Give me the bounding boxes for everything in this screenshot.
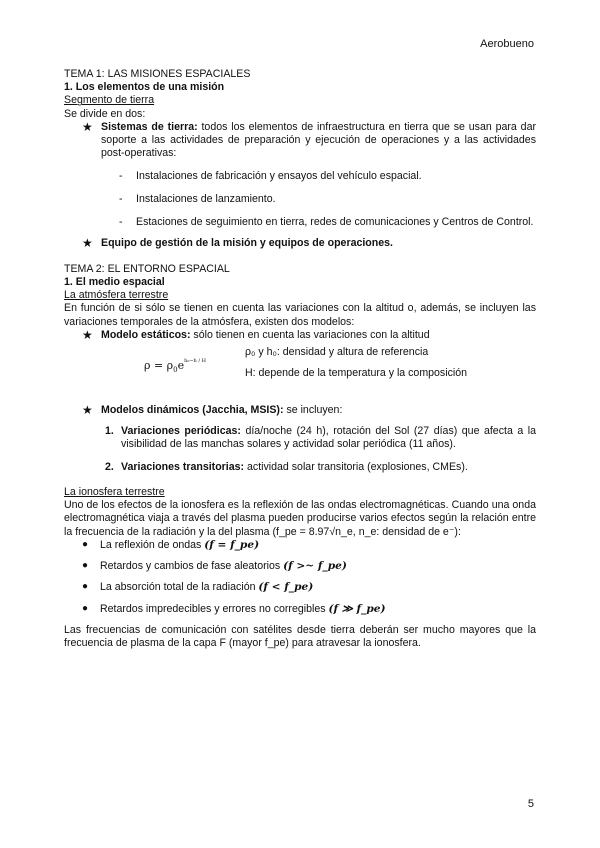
formula-desc-h: H: depende de la temperatura y la composición (245, 366, 468, 379)
bullet-text: La absorción total de la radiación (100, 581, 259, 594)
page-header: Aerobueno (480, 38, 534, 50)
bullet-dot-icon: ● (82, 560, 89, 572)
bullet-text: Retardos impredecibles y errores no corregibles (100, 602, 329, 615)
ionosfera-text: Uno de los efectos de la ionosfera es la reflexión de las ondas electromagnéticas. Cuando una onda electromagnética viaja a través del plasma pueden producirse varios efectos según la relación entre la frecuencia de la radiación y la del plasma (64, 499, 536, 538)
item-text: se incluyen: (283, 403, 343, 416)
list-item-modelo-estatico (64, 329, 536, 342)
item-term: Variaciones transitorias: (121, 460, 245, 473)
tema1-intro: Se divide en dos: (64, 107, 146, 120)
formula-rho: ρ = ρ (144, 358, 174, 372)
star-bullet-icon: ★ (82, 402, 93, 417)
item-text: todos los elementos de infraestructura en tierra que se usan para dar soporte a las actividades de preparación y ejecución de operaciones y a las actividades post-operativas: (101, 120, 536, 160)
formula-e: e (177, 358, 185, 372)
bullet-dot-icon: ● (82, 602, 89, 614)
item-text: día/noche (24 h), rotación del Sol (27 días) que afecta a la visibilidad de las manchas solares y actividad solar periódica (11 años). (121, 425, 537, 451)
page-content (64, 68, 536, 650)
item-term: Modelo estáticos: (101, 328, 191, 341)
formula-desc-reference: ρ₀ y h₀: densidad y altura de referencia (245, 345, 429, 358)
list-item (64, 560, 536, 573)
ionosfera-subsection: La ionosfera terrestre (64, 485, 165, 498)
item-text: actividad solar transitoria (explosiones, CMEs). (244, 460, 468, 473)
tema1-heading: TEMA 1: LAS MISIONES ESPACIALES (64, 68, 251, 80)
item-term: Equipo de gestión de la misión y equipos de operaciones. (101, 237, 393, 250)
plasma-frequency-formula: (f_pe = 8.97√n_e, n_e: densidad de e⁻): (272, 525, 461, 538)
list-item-equipo-gestion (64, 237, 536, 250)
tema2-heading: TEMA 2: EL ENTORNO ESPACIAL (64, 262, 230, 275)
list-item (119, 193, 536, 206)
sub-list (119, 170, 536, 230)
bullet-condition: (f = f_pe) (204, 538, 260, 551)
atmosfera-intro: En función de si sólo se tienen en cuenta las variaciones con la altitud o, además, se incluyen las variaciones temporales de la atmósfera, existen dos modelos: (64, 302, 536, 328)
bullet-condition: (f < f_pe) (258, 581, 314, 594)
numbered-list (105, 425, 536, 474)
list-item (64, 581, 536, 594)
item-text: sólo tienen en cuenta las variaciones con la altitud (190, 328, 430, 341)
list-number: 2. (105, 460, 114, 473)
bullet-condition: (f ≫ f_pe) (328, 602, 386, 615)
list-item (105, 461, 536, 474)
bullet-dot-icon: ● (82, 538, 89, 550)
list-item (64, 539, 536, 552)
list-number: 1. (105, 425, 114, 438)
ionosfera-conclusion: Las frecuencias de comunicación con satélites desde tierra deberán ser mucho mayores que la frecuencia de plasma de la capa F (mayor f_pe) para atravesar la ionosfera. (64, 623, 536, 650)
sub-item-text: Instalaciones de lanzamiento. (136, 192, 276, 205)
page-number: 5 (527, 798, 534, 811)
star-bullet-icon: ★ (82, 119, 93, 134)
dash-bullet: - (119, 169, 123, 182)
list-item-sistemas-tierra (64, 121, 536, 229)
bullet-text: Retardos y cambios de fase aleatorios (100, 560, 284, 573)
tema2-section: 1. El medio espacial (64, 275, 165, 288)
list-item (119, 170, 536, 183)
sub-item-text: Instalaciones de fabricación y ensayos del vehículo espacial. (136, 169, 422, 182)
list-item (105, 425, 536, 451)
formula-exponent: h₀−h / H (184, 357, 206, 364)
item-term: Modelos dinámicos (Jacchia, MSIS): (101, 403, 284, 416)
list-item (64, 603, 536, 616)
density-formula-block (64, 344, 536, 396)
item-term: Variaciones periódicas: (121, 425, 241, 438)
dash-bullet: - (119, 216, 123, 229)
bullet-condition: (f >~ f_pe) (283, 560, 347, 573)
ionosfera-paragraph (64, 499, 536, 539)
list-item-modelo-dinamico (64, 404, 536, 417)
tema1-subsection: Segmento de tierra (64, 94, 155, 107)
bullet-dot-icon: ● (82, 581, 89, 593)
dash-bullet: - (119, 192, 123, 205)
star-bullet-icon: ★ (82, 236, 93, 251)
atmosfera-subsection: La atmósfera terrestre (64, 289, 169, 302)
star-bullet-icon: ★ (82, 327, 93, 342)
tema1-section: 1. Los elementos de una misión (64, 81, 225, 94)
bullet-text: La reflexión de ondas (100, 538, 205, 551)
item-term: Sistemas de tierra: (101, 120, 198, 133)
list-item (119, 216, 536, 229)
formula-sub: 0 (173, 366, 178, 375)
sub-item-text: Estaciones de seguimiento en tierra, redes de comunicaciones y Centros de Control. (136, 216, 534, 229)
density-formula (144, 358, 206, 375)
